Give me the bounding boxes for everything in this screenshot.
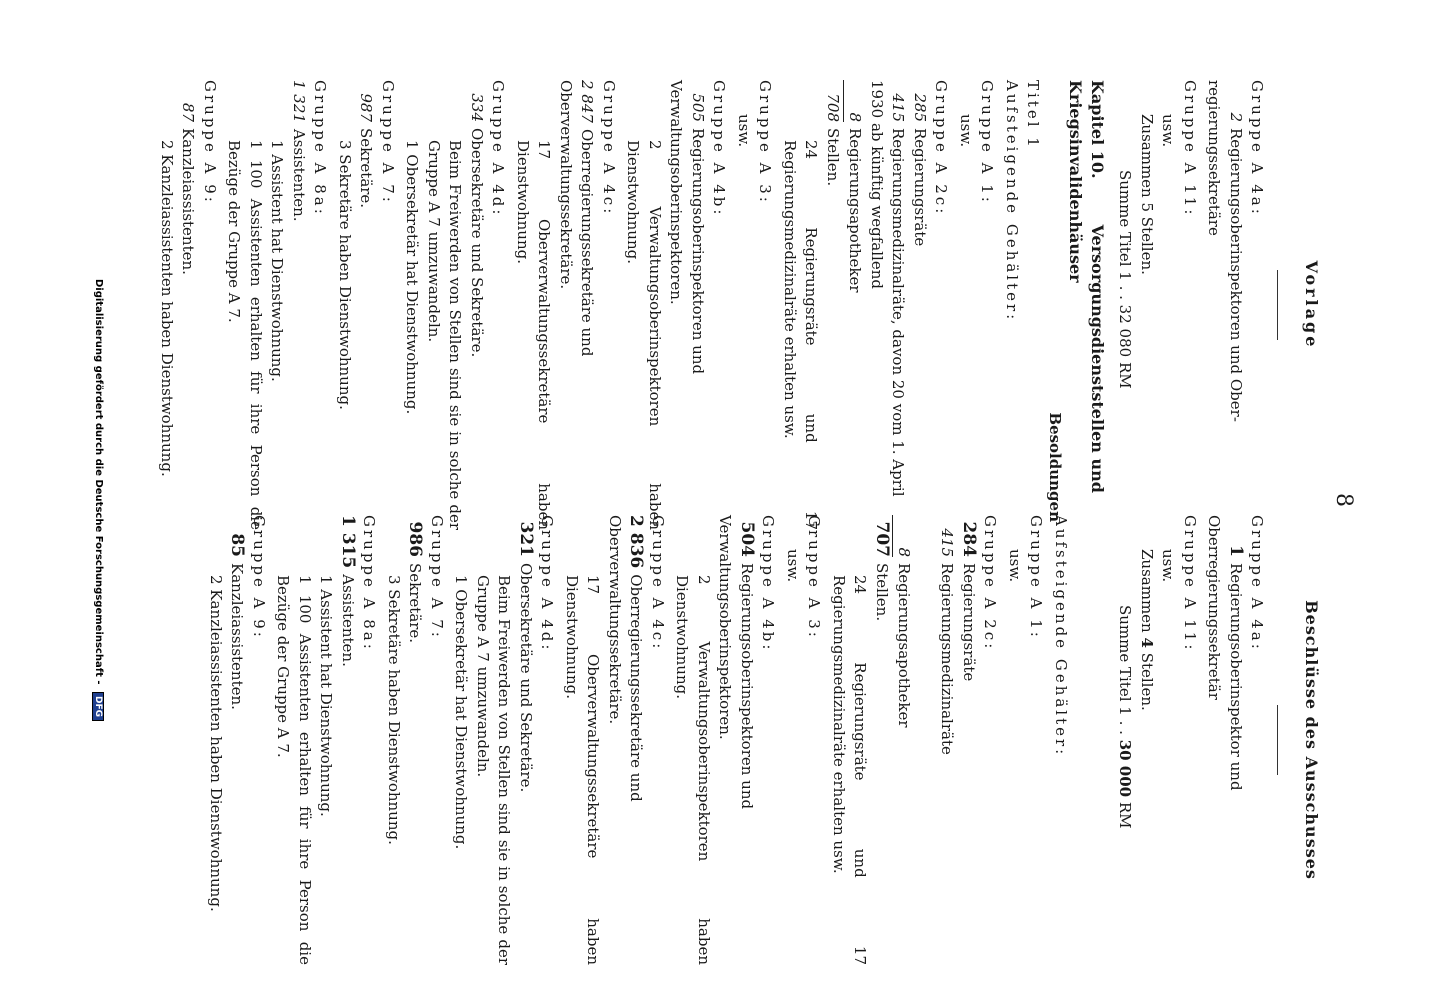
count-number: 285 (911, 93, 929, 122)
text-note: 17 Oberverwaltungssekretäre haben Dienstwohnung. (563, 575, 603, 965)
count-label: Regierungsoberinspektoren und Ober- (1227, 128, 1245, 422)
text-note: 1 100 Assistenten erhalten für ihre Person die Bezüge der Gruppe A 7. (225, 140, 265, 530)
group-heading: Gruppe A 3: (756, 80, 775, 205)
count-line (226, 515, 248, 965)
count-line (871, 515, 894, 965)
count-line (909, 80, 931, 530)
group-heading: Gruppe A 9: (201, 80, 219, 205)
chapter-title: Versorgungsdienststellen und Kriegsinvalidenhäuser (1066, 80, 1107, 493)
count-number: 284 (959, 521, 979, 557)
text-line: usw. (1159, 114, 1178, 148)
count-label: Regierungsoberinspektor und Oberregierungssekretär (1205, 515, 1245, 791)
column-vorlage (156, 80, 1323, 530)
count-line (337, 515, 359, 965)
text-note: Beim Freiwerden von Stellen sind sie in solche der Gruppe A 7 umzuwandeln. (474, 575, 514, 965)
count-number: 2 (1227, 112, 1245, 122)
count-number: 334 (468, 93, 486, 122)
section-heading: Besoldungen (1046, 412, 1064, 522)
count-label: Regierungsmedizinalräte, davon 20 vom 1. April 1930 ab künftig wegfallend (868, 80, 908, 497)
count-label: Regierungsoberinspektoren und Verwaltungsoberinspektoren. (667, 80, 707, 375)
count-number: 321 (516, 521, 536, 557)
group-heading: Gruppe A 4c: (600, 80, 618, 217)
text-note: 1 Assistent hat Dienstwohnung. (268, 140, 287, 382)
column-beschluesse (205, 515, 1323, 965)
count-line (288, 80, 310, 530)
group-heading: Gruppe A 2c: (932, 80, 951, 217)
text-bold: 4 (1138, 637, 1156, 648)
sum-line: Summe Titel 1 . . 32 080 RM (1116, 170, 1135, 389)
text-note: 2 Verwaltungsoberinspektoren haben Dienstwohnung. (624, 140, 664, 530)
text-line: regierungssekretäre (1205, 80, 1224, 236)
count-line (936, 515, 958, 965)
text-note: 1 Obersekretär hat Dienstwohnung. (403, 140, 422, 415)
count-number: 415 (938, 528, 957, 557)
count-number: 415 (889, 93, 908, 122)
text-line (1136, 515, 1158, 965)
text-note: 2 Verwaltungsoberinspektoren haben Dienstwohnung. (673, 575, 713, 965)
count-line (822, 80, 845, 530)
count-line (714, 515, 757, 965)
dfg-logo: DFG (92, 692, 104, 721)
count-number: 85 (227, 533, 248, 557)
count-number: 505 (689, 93, 707, 122)
count-label: Regierungsoberinspektoren und Verwaltungsoberinspektoren. (716, 515, 756, 810)
sum-line (1114, 515, 1136, 965)
text-line: usw. (957, 114, 975, 148)
group-heading: Gruppe A 4c: (649, 515, 667, 652)
text-note: 1 Obersekretär hat Dienstwohnung. (452, 575, 471, 850)
count-label: Assistenten. (339, 574, 357, 667)
group-heading: Gruppe A 2c: (981, 515, 1000, 652)
group-heading: Gruppe A 4b: (759, 515, 778, 653)
count-line (466, 80, 488, 530)
subsection-heading: Titel 1 (1024, 80, 1043, 150)
count-number: 87 (179, 102, 198, 122)
group-heading: Gruppe A 1: (978, 80, 997, 205)
count-number: 1 (1226, 545, 1246, 557)
text-note: 3 Sekretäre haben Dienstwohnung. (336, 140, 354, 410)
count-line (177, 80, 199, 530)
text-note: 1 100 Assistenten erhalten für ihre Person die Bezüge der Gruppe A 7. (274, 575, 314, 965)
count-number: 2 847 (578, 80, 597, 123)
text-note: 17 Oberverwaltungssekretäre haben Dienstwohnung. (514, 140, 554, 530)
text-line: Zusammen 5 Stellen. (1138, 114, 1156, 275)
count-line (604, 515, 647, 965)
count-label: Regierungsapotheker (895, 563, 914, 728)
count-line (1203, 515, 1246, 965)
count-label: Stellen. (824, 128, 842, 187)
count-number: 504 (737, 521, 757, 557)
count-label: Regierungsräte (911, 128, 929, 247)
text-note: 2 Kanzleiassistenten haben Dienstwohnung. (207, 575, 225, 912)
blank-line (915, 515, 937, 965)
count-number: 707 (871, 515, 894, 557)
count-line (958, 515, 980, 965)
count-label: Obersekretäre und Sekretäre. (468, 128, 486, 358)
count-number: 986 (405, 521, 426, 557)
digitization-footer (92, 0, 104, 1000)
count-label: Regierungsapotheker (846, 128, 865, 293)
count-label: Obersekretäre und Sekretäre. (517, 563, 535, 793)
group-heading: Gruppe A 4d: (538, 515, 557, 653)
group-heading: Gruppe A 8a: (311, 80, 330, 217)
text-note: 24 Regierungsräte und 17 Regierungsmedizinalräte erhalten usw. (830, 575, 870, 965)
group-heading: Gruppe A 8a: (360, 515, 379, 652)
group-heading: Gruppe A 7: (428, 515, 446, 640)
header-rule (1278, 270, 1279, 340)
count-label: Stellen. (873, 563, 891, 622)
count-line (355, 80, 377, 530)
count-label: Oberregierungssekretäre und Oberverwaltungssekretäre. (557, 80, 597, 357)
text-note: Beim Freiwerden von Stellen sind sie in solche der Gruppe A 7 umzuwandeln. (425, 140, 465, 530)
column-header-vorlage: Vorlage (1302, 260, 1321, 350)
count-number: 1 321 (290, 80, 308, 123)
count-line (515, 515, 537, 965)
text-note: 24 Regierungsräte und 17 Regierungsmedizinalräte erhalten usw. (781, 140, 821, 530)
text-bold: 30 000 (1116, 739, 1135, 798)
chapter-heading (1065, 80, 1108, 530)
group-heading: Gruppe A 7: (379, 80, 397, 205)
text-post: RM (1116, 797, 1135, 829)
count-label: Sekretäre. (357, 128, 376, 209)
count-number: 1 315 (338, 515, 358, 569)
text-pre: Summe Titel 1 . . (1116, 605, 1135, 740)
column-lines (156, 80, 1268, 530)
group-heading: Gruppe A 4a: (1248, 80, 1267, 217)
text-line: usw. (1006, 549, 1024, 583)
text-pre: Zusammen (1138, 549, 1156, 638)
text-note: 3 Sekretäre haben Dienstwohnung. (385, 575, 403, 845)
blank-line (1093, 515, 1115, 965)
count-number: 8 (846, 112, 865, 122)
chapter-label: Kapitel 10. (1088, 80, 1107, 179)
group-heading: Gruppe A 4a: (1248, 515, 1267, 652)
count-label: Regierungsräte (960, 563, 978, 682)
footer-text: Digitalisierung gefördert durch die Deutsche Forschungsgemeinschaft - (93, 278, 104, 685)
count-line (1225, 80, 1247, 530)
group-heading: Gruppe A 3: (805, 515, 824, 640)
group-heading: Gruppe A 9: (250, 515, 268, 640)
text-line: usw. (1159, 549, 1178, 583)
count-label: Sekretäre. (406, 563, 425, 644)
subsection-heading: Aufsteigende Gehälter: (1052, 515, 1070, 758)
count-number: 8 (895, 547, 914, 557)
count-number: 708 (822, 80, 845, 122)
blank-line (1071, 515, 1093, 965)
count-label: Regierungsmedizinalräte (938, 563, 957, 755)
text-post: Stellen. (1138, 647, 1156, 711)
page-number: 8 (1331, 493, 1356, 507)
text-line: usw. (784, 549, 802, 583)
text-line: usw. (735, 114, 753, 148)
column-lines (205, 515, 1268, 965)
count-number: 987 (357, 93, 376, 122)
group-heading: Gruppe A 4b: (710, 80, 729, 218)
count-label: Assistenten. (290, 128, 308, 222)
count-line (844, 80, 866, 530)
count-line (665, 80, 708, 530)
count-label: Kanzleiassistenten. (179, 128, 198, 275)
count-line (866, 80, 909, 530)
group-heading: Gruppe A 4d: (489, 80, 508, 218)
count-number: 2 836 (626, 515, 647, 569)
column-header-beschluesse: Beschlüsse des Ausschusses (1302, 600, 1321, 880)
count-line (555, 80, 598, 530)
subsection-heading: Aufsteigende Gehälter: (1003, 80, 1021, 323)
group-heading: Gruppe A 1: (1027, 515, 1046, 640)
group-heading: Gruppe A 11: (1181, 80, 1199, 218)
text-note: 2 Kanzleiassistenten haben Dienstwohnung. (158, 140, 176, 477)
count-label: Kanzleiassistenten. (228, 563, 247, 710)
text-note: 1 Assistent hat Dienstwohnung. (317, 575, 336, 817)
count-label: Oberregierungssekretäre und Oberverwaltungssekretäre. (606, 515, 646, 802)
count-line (404, 515, 426, 965)
header-rule (1278, 705, 1279, 775)
group-heading: Gruppe A 11: (1181, 515, 1199, 653)
count-line (893, 515, 915, 965)
